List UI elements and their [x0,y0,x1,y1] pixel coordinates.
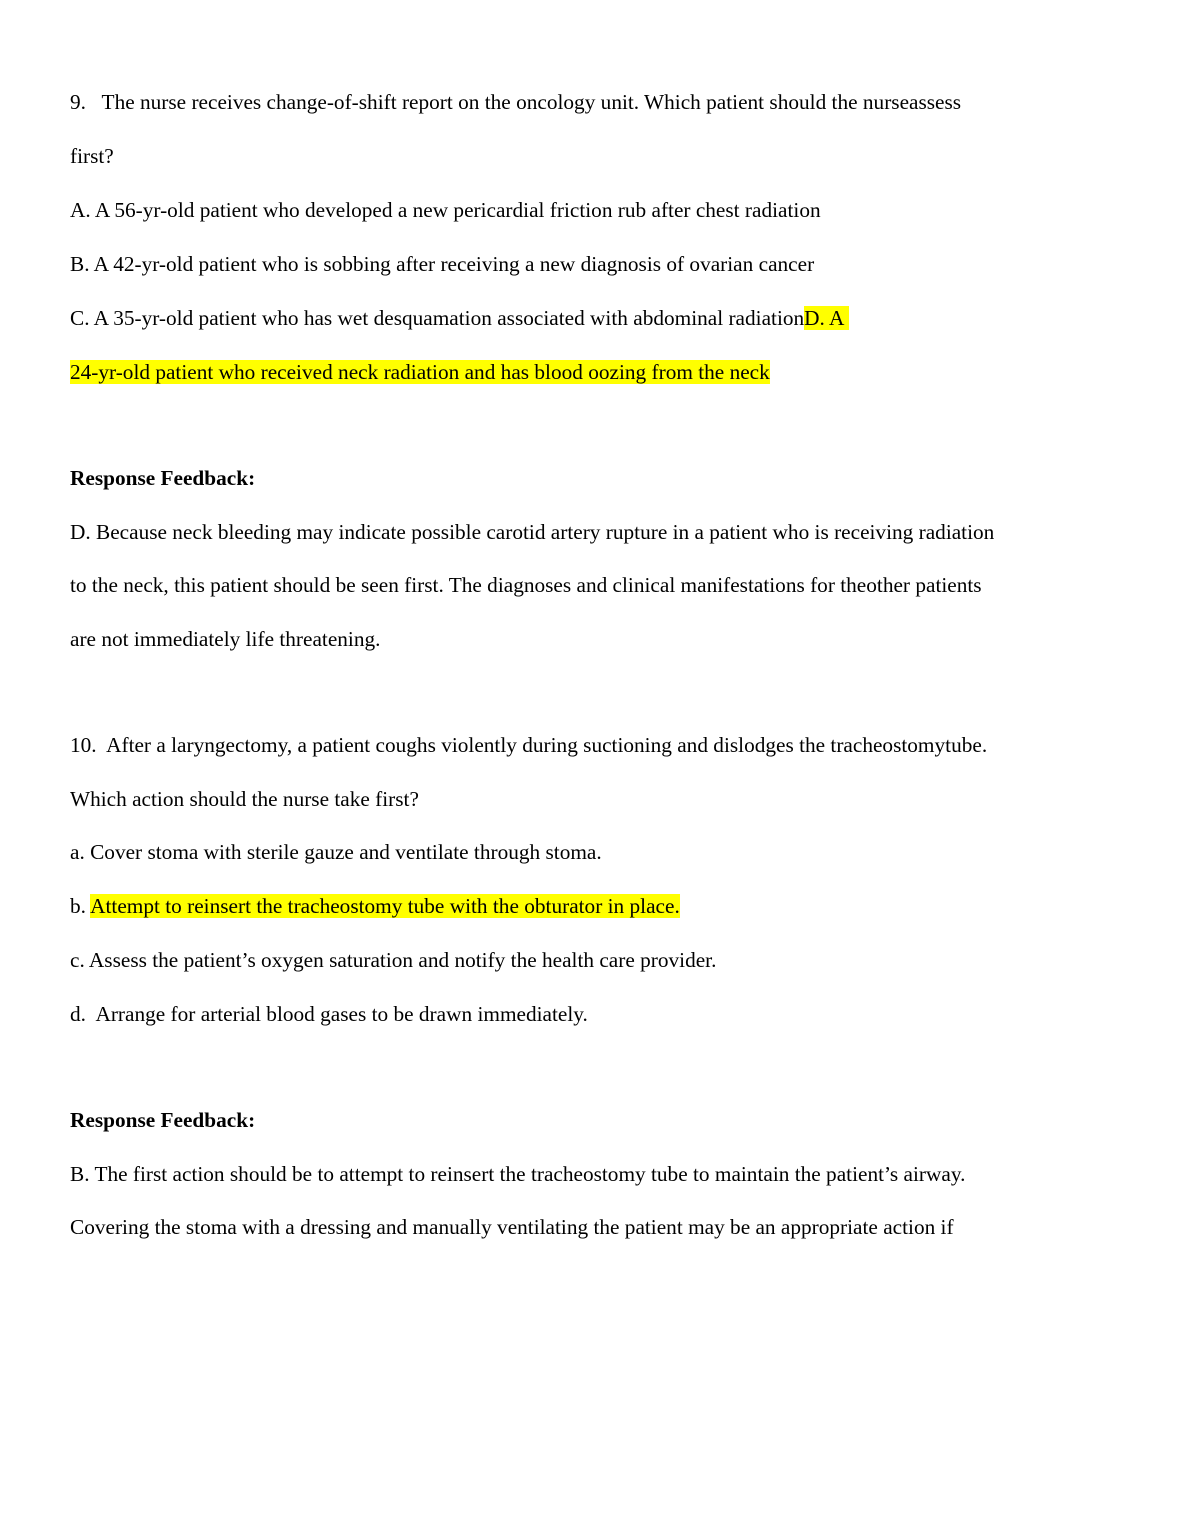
q9-feedback-line-1: D. Because neck bleeding may indicate possible carotid artery rupture in a patient who is receiving radiation [70,520,995,544]
q9-feedback-heading [70,465,255,491]
q10-stem-line-1: 10. After a laryngectomy, a patient coughs violently during suctioning and dislodges the tracheostomytube. [70,733,988,757]
q9-option-d-highlight-start: D. A [804,306,849,330]
q9-stem-line-2: first? [70,144,114,168]
feedback-heading-text: Response Feedback: [70,466,256,490]
q9-feedback-line-2: to the neck, this patient should be seen first. The diagnoses and clinical manifestations for theother patients [70,573,982,597]
q10-option-d: d. Arrange for arterial blood gases to be drawn immediately. [70,1002,588,1026]
q10-option-a: a. Cover stoma with sterile gauze and ventilate through stoma. [70,840,602,864]
q10-option-b-prefix: b. [70,894,91,918]
q10-option-b-highlight: Attempt to reinsert the tracheostomy tube with the obturator in place. [90,894,680,918]
q10-feedback-heading [70,1107,255,1133]
q9-stem-line-1: 9. The nurse receives change-of-shift report on the oncology unit. Which patient should the nurseassess [70,90,962,114]
q10-feedback-line-1: B. The first action should be to attempt to reinsert the tracheostomy tube to maintain the patient’s airway. [70,1162,966,1186]
q9-feedback-line-3: are not immediately life threatening. [70,627,381,651]
q10-option-b-line [70,893,680,919]
q10-stem-line-2: Which action should the nurse take first? [70,787,419,811]
q9-option-b: B. A 42-yr-old patient who is sobbing after receiving a new diagnosis of ovarian cancer [70,252,815,276]
q9-option-d-line [70,359,770,385]
feedback-heading-text: Response Feedback: [70,1108,256,1132]
q9-option-c: C. A 35-yr-old patient who has wet desquamation associated with abdominal radiation [70,306,805,330]
q9-option-d-highlight: 24-yr-old patient who received neck radiation and has blood oozing from the neck [70,360,770,384]
q9-option-c-line [70,305,849,331]
q10-option-c: c. Assess the patient’s oxygen saturation and notify the health care provider. [70,948,717,972]
q10-feedback-line-2: Covering the stoma with a dressing and manually ventilating the patient may be an appropriate action if [70,1215,954,1239]
q9-option-a: A. A 56-yr-old patient who developed a new pericardial friction rub after chest radiation [70,198,821,222]
